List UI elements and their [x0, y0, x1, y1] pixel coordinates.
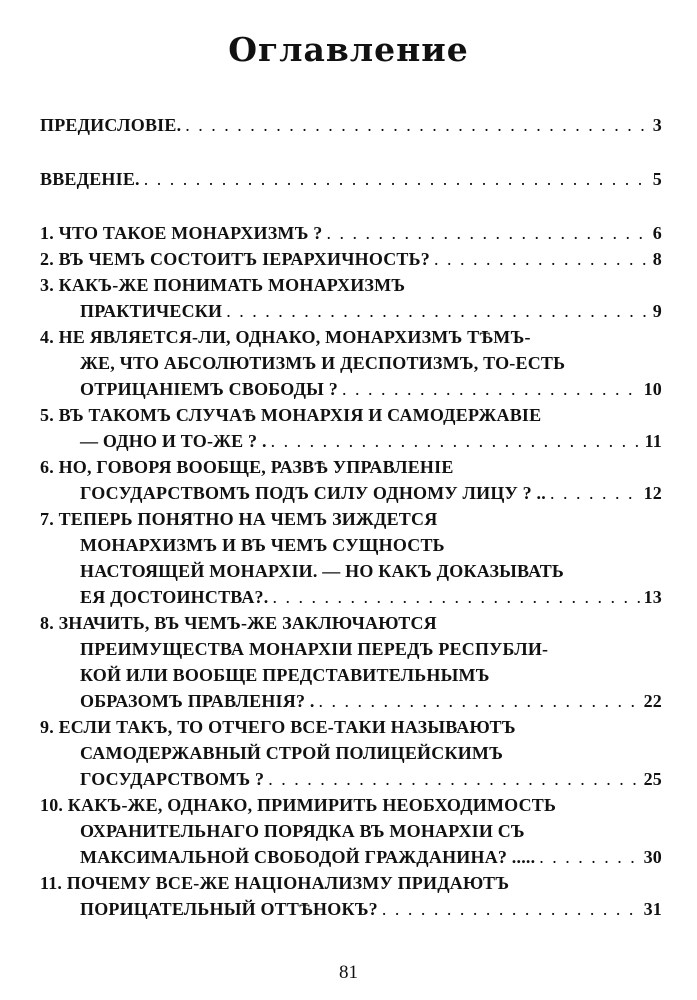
- toc-entry-line: ПРЕИМУЩЕСТВА МОНАРХІИ ПЕРЕДЪ РЕСПУБЛИ-: [80, 639, 549, 659]
- toc-entry: [40, 220, 662, 246]
- dot-leader: [319, 688, 640, 714]
- toc-entry-line: ОБРАЗОМЪ ПРАВЛЕНІЯ? .: [80, 691, 315, 711]
- dot-leader: [434, 246, 649, 272]
- toc-entry-line: 8. ЗНАЧИТЬ, ВЪ ЧЕМЪ-ЖЕ ЗАКЛЮЧАЮТСЯ: [40, 613, 437, 633]
- page-title: Оглавление: [228, 30, 469, 69]
- toc-entry-line: — ОДНО И ТО-ЖЕ ? .: [80, 431, 267, 451]
- toc-entry-line: ГОСУДАРСТВОМЪ ПОДЪ СИЛУ ОДНОМУ ЛИЦУ ? ..: [80, 483, 546, 503]
- toc-entry-page: 11: [644, 431, 662, 451]
- toc-entry-page: 3: [652, 115, 662, 135]
- toc-entry-title: ПРЕДИСЛОВІЕ.: [40, 115, 182, 135]
- toc-entry: [40, 402, 662, 454]
- toc-entry: [40, 792, 662, 870]
- toc-entry-title: ВВЕДЕНІЕ.: [40, 169, 140, 189]
- toc-entry-line: 1. ЧТО ТАКОЕ МОНАРХИЗМЪ ?: [40, 223, 323, 243]
- dot-leader: [271, 428, 641, 454]
- toc-entry: [40, 324, 662, 402]
- toc-entry-page: 12: [643, 483, 662, 503]
- toc-entry-intro: [40, 166, 662, 192]
- table-of-contents: [40, 112, 662, 922]
- dot-leader: [144, 166, 649, 192]
- toc-entry-page: 31: [643, 899, 662, 919]
- dot-leader: [539, 844, 639, 870]
- toc-entry-page: 13: [643, 587, 662, 607]
- dot-leader: [268, 766, 639, 792]
- toc-entry: [40, 454, 662, 506]
- toc-entry-page: 9: [652, 301, 662, 321]
- toc-entry-line: МОНАРХИЗМЪ И ВЪ ЧЕМЪ СУЩНОСТЬ: [80, 535, 445, 555]
- toc-entry-page: 25: [643, 769, 662, 789]
- toc-entry-line: 4. НЕ ЯВЛЯЕТСЯ-ЛИ, ОДНАКО, МОНАРХИЗМЪ ТѢМЪ-: [40, 327, 531, 347]
- dot-leader: [382, 896, 640, 922]
- toc-entry-page: 8: [652, 249, 662, 269]
- toc-entry-line: ПОРИЦАТЕЛЬНЫЙ ОТТѢНОКЪ?: [80, 899, 378, 919]
- dot-leader: [185, 112, 649, 138]
- toc-entry-line: КОЙ ИЛИ ВООБЩЕ ПРЕДСТАВИТЕЛЬНЫМЪ: [80, 665, 490, 685]
- toc-entry-page: 6: [652, 223, 662, 243]
- toc-entry: [40, 870, 662, 922]
- toc-entry-line: 6. НО, ГОВОРЯ ВООБЩЕ, РАЗВѢ УПРАВЛЕНІЕ: [40, 457, 454, 477]
- toc-entry-line: ЕЯ ДОСТОИНСТВА?.: [80, 587, 269, 607]
- toc-entry-page: 30: [643, 847, 662, 867]
- dot-leader: [272, 584, 639, 610]
- toc-entry: [40, 246, 662, 272]
- toc-entry-line: ГОСУДАРСТВОМЪ ?: [80, 769, 265, 789]
- toc-entry-preface: [40, 112, 662, 138]
- page-number: 81: [339, 962, 358, 983]
- toc-items: [40, 220, 662, 922]
- dot-leader: [550, 480, 640, 506]
- dot-leader: [342, 376, 640, 402]
- toc-entry-line: ЖЕ, ЧТО АБСОЛЮТИЗМЪ И ДЕСПОТИЗМЪ, ТО-ЕСТЬ: [80, 353, 566, 373]
- toc-entry-line: ПРАКТИЧЕСКИ: [80, 301, 223, 321]
- toc-entry-line: ОТРИЦАНІЕМЪ СВОБОДЫ ?: [80, 379, 338, 399]
- toc-entry-line: 10. КАКЪ-ЖЕ, ОДНАКО, ПРИМИРИТЬ НЕОБХОДИМОСТЬ: [40, 795, 557, 815]
- toc-entry-line: 7. ТЕПЕРЬ ПОНЯТНО НА ЧЕМЪ ЗИЖДЕТСЯ: [40, 509, 438, 529]
- toc-entry: [40, 506, 662, 610]
- toc-entry-line: 2. ВЪ ЧЕМЪ СОСТОИТЪ ІЕРАРХИЧНОСТЬ?: [40, 249, 430, 269]
- toc-entry-page: 22: [643, 691, 662, 711]
- dot-leader: [226, 298, 649, 324]
- toc-entry: [40, 714, 662, 792]
- toc-entry-line: НАСТОЯЩЕЙ МОНАРХІИ. — НО КАКЪ ДОКАЗЫВАТЬ: [80, 561, 565, 581]
- toc-entry: [40, 272, 662, 324]
- dot-leader: [327, 220, 649, 246]
- toc-entry-line: САМОДЕРЖАВНЫЙ СТРОЙ ПОЛИЦЕЙСКИМЪ: [80, 743, 504, 763]
- toc-entry-line: 11. ПОЧЕМУ ВСЕ-ЖЕ НАЦІОНАЛИЗМУ ПРИДАЮТЪ: [40, 873, 510, 893]
- toc-entry-line: 9. ЕСЛИ ТАКЪ, ТО ОТЧЕГО ВСЕ-ТАКИ НАЗЫВАЮТЪ: [40, 717, 516, 737]
- toc-entry-line: 5. ВЪ ТАКОМЪ СЛУЧАѢ МОНАРХІЯ И САМОДЕРЖАВІЕ: [40, 405, 542, 425]
- toc-entry-line: 3. КАКЪ-ЖЕ ПОНИМАТЬ МОНАРХИЗМЪ: [40, 275, 406, 295]
- toc-entry-line: МАКСИМАЛЬНОЙ СВОБОДОЙ ГРАЖДАНИНА? .....: [80, 847, 536, 867]
- toc-entry-line: ОХРАНИТЕЛЬНАГО ПОРЯДКА ВЪ МОНАРХІИ СЪ: [80, 821, 525, 841]
- toc-entry: [40, 610, 662, 714]
- toc-entry-page: 10: [643, 379, 662, 399]
- toc-entry-page: 5: [652, 169, 662, 189]
